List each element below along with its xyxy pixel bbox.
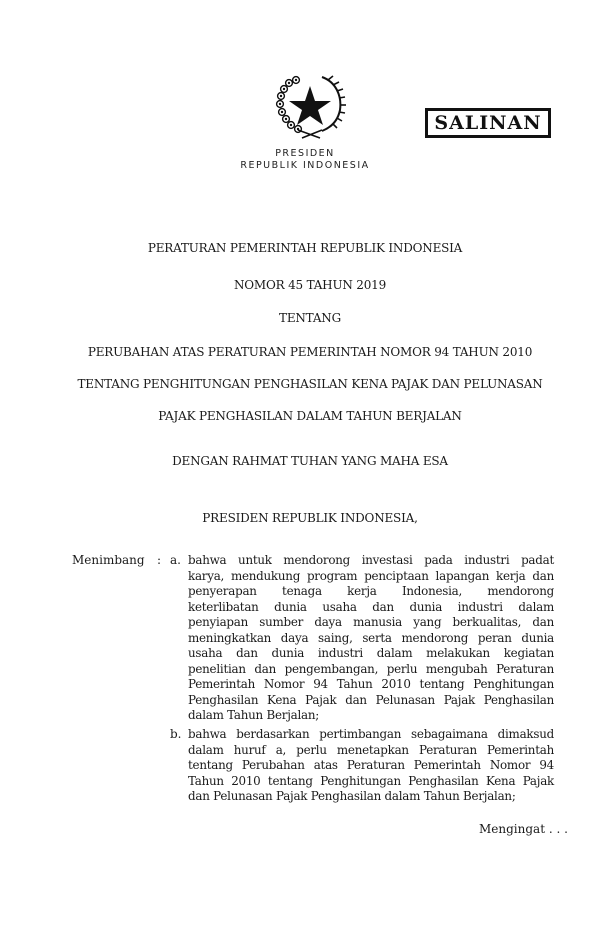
item-line: karya, mendukung program penciptaan lapangan kerja dan bbox=[188, 568, 554, 583]
item-line: keterlibatan dunia usaha dan dunia industri dalam bbox=[188, 599, 554, 614]
menimbang-colon: : bbox=[157, 553, 162, 567]
item-line: dalam huruf a, perlu menetapkan Peraturan Pemerintah bbox=[188, 742, 554, 757]
regulation-title: PERATURAN PEMERINTAH REPUBLIK INDONESIA bbox=[147, 241, 463, 255]
item-a-letter: a. bbox=[170, 553, 181, 567]
item-line: tentang Perubahan atas Peraturan Pemerintah Nomor 94 bbox=[188, 758, 554, 772]
item-line: Tahun 2010 tentang Penghitungan Penghasilan Kena Pajak bbox=[188, 773, 554, 788]
item-line: penyiapan sumber daya manusia yang berkualitas, dan bbox=[188, 615, 554, 629]
item-line: bahwa berdasarkan pertimbangan sebagaimana dimaksud bbox=[188, 727, 554, 741]
item-line: dan Pelunasan Pajak Penghasilan dalam Tahun Berjalan; bbox=[188, 789, 516, 803]
rahmat-line: DENGAN RAHMAT TUHAN YANG MAHA ESA bbox=[172, 454, 448, 468]
item-line: bahwa untuk mendorong investasi pada industri padat bbox=[188, 553, 554, 567]
item-a-text bbox=[188, 553, 554, 724]
item-line: Penghasilan Kena Pajak dan Pelunasan Pajak Penghasilan bbox=[188, 692, 554, 707]
republik-indonesia-label: REPUBLIK INDONESIA bbox=[240, 160, 370, 171]
item-line: usaha dan dunia industri dalam melakukan kegiatan bbox=[188, 646, 554, 660]
subject-line-3: PAJAK PENGHASILAN DALAM TAHUN BERJALAN bbox=[158, 409, 462, 423]
regulation-number: NOMOR 45 TAHUN 2019 bbox=[233, 278, 387, 292]
subject-line-1: PERUBAHAN ATAS PERATURAN PEMERINTAH NOMOR 94 TAHUN 2010 bbox=[87, 345, 533, 359]
item-line: penelitian dan pengembangan, perlu mengubah Peraturan bbox=[188, 661, 554, 676]
presidential-seal-icon bbox=[270, 72, 350, 142]
tentang-heading: TENTANG bbox=[279, 311, 341, 325]
continuation-marker: Mengingat . . . bbox=[479, 822, 568, 836]
item-line: dalam Tahun Berjalan; bbox=[188, 708, 320, 722]
item-line: meningkatkan daya saing, serta mendorong peran dunia bbox=[188, 630, 554, 645]
menimbang-label: Menimbang bbox=[72, 553, 145, 567]
item-line: Pemerintah Nomor 94 Tahun 2010 tentang Penghitungan bbox=[188, 677, 554, 691]
item-b-text bbox=[188, 727, 554, 805]
presiden-label: PRESIDEN bbox=[275, 148, 335, 159]
item-b-letter: b. bbox=[170, 727, 182, 741]
presiden-line: PRESIDEN REPUBLIK INDONESIA, bbox=[202, 511, 418, 525]
subject-line-2: TENTANG PENGHITUNGAN PENGHASILAN KENA PAJAK DAN PELUNASAN bbox=[77, 377, 543, 391]
salinan-stamp: SALINAN bbox=[425, 108, 551, 138]
item-line: penyerapan tenaga kerja Indonesia, mendorong bbox=[188, 584, 554, 598]
